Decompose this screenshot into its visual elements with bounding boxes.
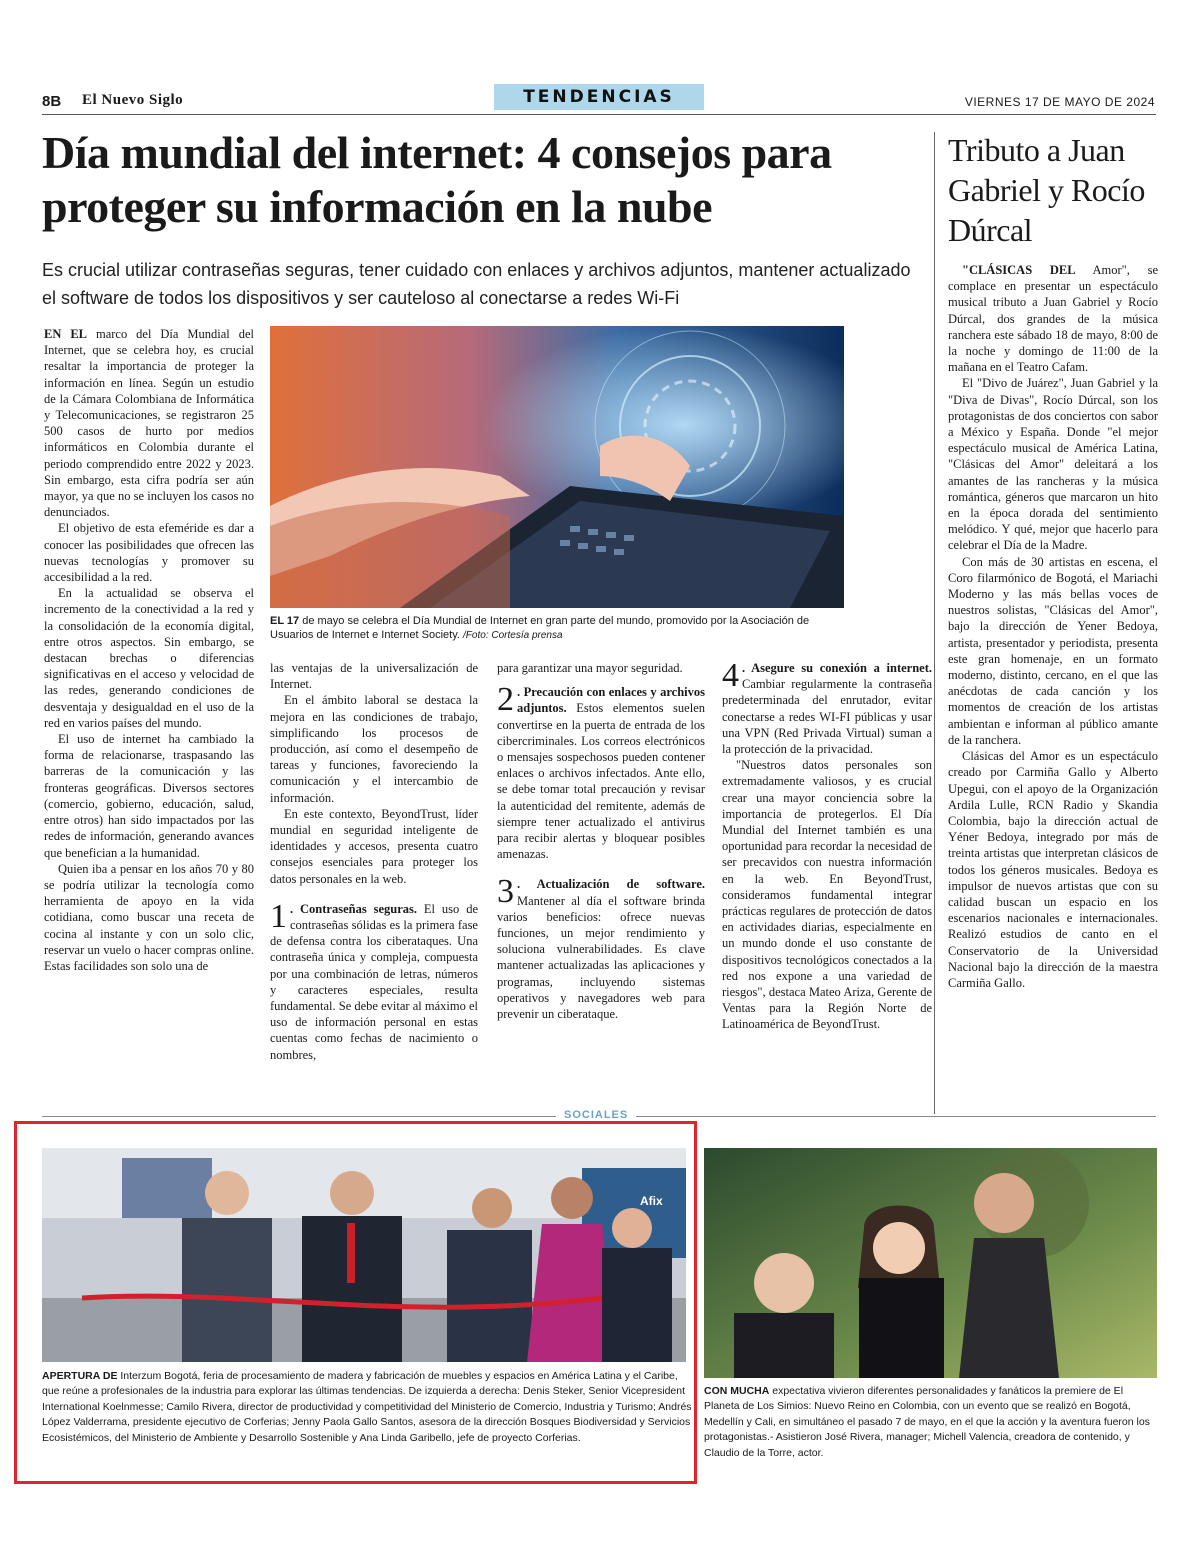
tip-1	[270, 897, 478, 1063]
tip-title: . Actualización de software.	[517, 877, 705, 892]
tip-number: 4	[722, 657, 739, 694]
sidebar-title: Tributo a Juan Gabriel y Rocío Dúrcal	[948, 132, 1145, 248]
paragraph-text: marco del Día Mundial del Internet, que se celebra hoy, es crucial resaltar la importancia de proteger la información en línea. Según un estudio de la Cámara Colombiana de Informática y Telecomunicaciones, se registraron 25 500 casos de hurto por medios informáticos en Colombia durante el periodo comprendido entre 2022 y 2023. Sin embargo, esta cifra podría ser aún mayor, ya que no se incluyen los casos no denunciados.	[44, 327, 255, 520]
tip-3	[497, 873, 705, 1022]
tip-title: . Precaución con enlaces y archivos adjuntos.	[517, 685, 705, 716]
paragraph: Con más de 30 artistas en escena, el Coro filarmónico de Bogotá, el Mariachi Moderno y las más bellas voces de nuestros solistas, "Clásicas del Amor", bajo la dirección de Yener Bedoya, artista, presentador y periodista, presenta este gran homenaje, en un formato moderno, distinto, cercano, en el que las anécdotas de cada canción y los momentos de creación de los artistas ambientan e informan al público amante de la ranchera.	[948, 554, 1158, 747]
caption-lead: CON MUCHA	[704, 1385, 770, 1397]
caption-lead: APERTURA DE	[42, 1370, 118, 1382]
socials-label: SOCIALES	[556, 1109, 636, 1121]
article-headline: Día mundial del internet: 4 consejos para proteger su información en la nube	[42, 127, 832, 232]
caption-lead: EL 17	[270, 615, 300, 627]
section-label: TENDENCIAS	[494, 84, 704, 110]
paragraph: las ventajas de la universalización de Internet.	[270, 661, 478, 692]
tip-number: 3	[497, 873, 514, 911]
tip-4	[722, 657, 932, 757]
article-column-4	[722, 657, 932, 1033]
page-number: 8B	[42, 93, 62, 110]
paragraph: El "Divo de Juárez", Juan Gabriel y la "Diva de Divas", Rocío Dúrcal, son los protagonistas de dos conciertos con sabor a México y España. Donde "el mejor espectáculo musical de América Latina, "Clásicas del Amor" deleitará a los amantes de las rancheras y la música romántica, géneros que marcaron un hito en la época dorada del sentimiento melódico. Y qué, mejor que hacerlo para celebrar el Día de la Madre.	[948, 376, 1158, 553]
paragraph: En este contexto, BeyondTrust, líder mundial en seguridad inteligente de identidades y accesos, presenta cuatro consejos esenciales para proteger los datos personales en la web.	[270, 806, 478, 886]
paragraph: El objetivo de esta efeméride es dar a conocer las posibilidades que ofrecen las nuevas tecnologías y promover su accesibilidad a la red.	[44, 521, 254, 585]
caption-text: expectativa vivieron diferentes personalidades y fanáticos la premiere de El Planeta de Los Simios: Nuevo Reino en Colombia, con un evento que se realizó en Bogotá, Medellín y Cali, en simultáneo el pasado 7 de mayo, en el que la acción y la aventura fueron los protagonistas.- Asistieron José Rivera, manager; Michell Valencia, creadora de contenido, y Claudio de la Torre, actor.	[704, 1385, 1150, 1459]
article-column-2	[270, 660, 478, 1063]
article-column-3	[497, 660, 705, 1022]
article-photo	[270, 326, 844, 608]
article-subhead: Es crucial utilizar contraseñas seguras, tener cuidado con enlaces y archivos adjuntos, mantener actualizado el software de todos los dispositivos y ser cauteloso al conectarse a redes Wi-Fi	[42, 260, 911, 308]
paragraph: "Nuestros datos personales son extremadamente valiosos, y es crucial crear una mayor conciencia sobre la importancia de protegerlos. El Día Mundial del Internet también es una oportunidad para recordar la necesidad de ser precavidos con nuestra información en la web. En BeyondTrust, consideramos fundamental integrar prácticas regulares de protección de datos en actividades diarias, especialmente en un mundo donde el uso constante de dispositivos tecnológicos conectados a la red nos expone a una variedad de riesgos", destaca Mateo Ariza, Gerente de Ventas para la Región Norte de Latinoamérica de BeyondTrust.	[722, 758, 932, 1032]
paragraph: En el ámbito laboral se destaca la mejora en las condiciones de trabajo, simplificando los procesos de producción, así como el desempeño de tareas y funciones, favoreciendo la comunicación y el intercambio de información.	[270, 693, 478, 805]
premiere-group-photo	[704, 1148, 1157, 1378]
paragraph	[948, 262, 1158, 375]
tip-text: Cambiar regularmente la contraseña predeterminada del enrutador, evitar conectarse a redes WI-FI públicas y usar una VPN (Red Privada Virtual) suman a la protección de la privacidad.	[722, 677, 932, 757]
sidebar-rule	[934, 132, 935, 1114]
tip-text: Estos elementos suelen convertirse en la puerta de entrada de los cibercriminales. Los correos electrónicos o mensajes sospechosos pueden contener enlaces o archivos infectados. Ante ello, se debe tomar total precaución y revisar la autenticidad del remitente, además de siempre tener actualizado el antivirus para recibir alertas y bloquear posibles amenazas.	[497, 701, 705, 862]
paragraph: para garantizar una mayor seguridad.	[497, 661, 683, 675]
tip-number: 2	[497, 681, 514, 719]
tip-title: . Asegure su conexión a internet.	[742, 661, 932, 675]
lead-in: EN EL	[44, 327, 88, 341]
lead-in: "CLÁSICAS DEL	[962, 263, 1076, 277]
socials-caption-2	[704, 1384, 1157, 1461]
sidebar-column	[948, 262, 1158, 991]
paragraph: Quien iba a pensar en los años 70 y 80 se podría utilizar la tecnología como herramienta de apoyo en la vida cotidiana, como buscar una receta de cocina al instante y con un solo clic, reservar un vuelo o hacer compras online. Estas facilidades son solo una de	[44, 861, 254, 973]
paragraph-text: Amor", se complace en presentar un espectáculo musical tributo a Juan Gabriel y Rocío Dúrcal, dos grandes de la música ranchera este sábado 18 de mayo, 8:00 de la noche y domingo de 11:00 de la mañana en el Teatro Cafam.	[948, 263, 1158, 375]
issue-date: VIERNES 17 DE MAYO DE 2024	[964, 95, 1155, 109]
tip-title: . Contraseñas seguras.	[290, 901, 418, 916]
paragraph: En la actualidad se observa el incremento de la conectividad a la red y la consolidación de la economía digital, entre otros aspectos. Sin embargo, se destacan brechas o diferencias significativas en el acceso y velocidad de las redes, generando condiciones de desventaja y desigualdad en el uso de la red en varios países del mundo.	[44, 586, 254, 730]
ribbon-cutting-photo	[42, 1148, 686, 1362]
tip-2	[497, 681, 705, 862]
paragraph: Clásicas del Amor es un espectáculo creado por Carmiña Gallo y Alberto Upegui, con el apoyo de la Organización Ardila Lulle, RCN Radio y Skandia Colombia, bajo la dirección actual de Yéner Bedoya, integrado por más de treinta artistas que interpretan clásicos de todos los géneros musicales. Bedoya es impulsor de nuevos artistas que con su calidad buscan un espacio en los escenarios nacionales e internacionales. Realizó estudios de canto en el Conservatorio de la Universidad Nacional bajo la dirección de la maestra Carmiña Gallo.	[948, 749, 1158, 990]
header-rule	[42, 114, 1156, 115]
paragraph	[44, 326, 254, 520]
photo-credit: /Foto: Cortesía prensa	[463, 630, 563, 641]
photo-caption	[270, 614, 844, 643]
socials-caption-1	[42, 1369, 692, 1446]
tip-text: Mantener al día el software brinda varios beneficios: ofrece nuevas funciones, un mejor rendimiento y soluciona vulnerabilidades. Es clave mantener actualizadas las aplicaciones y programas, incluyendo sistemas operativos y navegadores web para prevenir un ciberataque.	[497, 893, 705, 1022]
caption-text: de mayo se celebra el Día Mundial de Internet en gran parte del mundo, promovido por la Asociación de Usuarios de Internet e Internet Society.	[270, 615, 810, 641]
article-column-1	[44, 326, 254, 974]
caption-text: Interzum Bogotá, feria de procesamiento de madera y fabricación de muebles y espacios en América Latina y el Caribe, que reúne a profesionales de la industria para explorar las últimas tendencias. De izquierda a derecha: Denis Steker, Senior Vicepresident International Koelnmesse; Camilo Rivera, director de productividad y competitividad del Ministerio de Comercio, Industria y Turismo; Andrés López Valderrama, presidente ejecutivo de Corferias; Jenny Paola Gallo Santos, asesora de la dirección Bosques Biodiversidad y Servicios Ecosistémicos, del Ministerio de Ambiente y Desarrollo Sostenible y Ana Linda Garibello, jefe de proyecto Corferias.	[42, 1370, 692, 1444]
paragraph: El uso de internet ha cambiado la forma de relacionarse, traspasando las barreras de la comunicación y las fronteras geográficas. Diversos sectores (comercio, gobierno, educación, salud, entre otros) han sido impactados por las redes de información, generando avances que benefician a la humanidad.	[44, 732, 254, 860]
newspaper-logo: El Nuevo Siglo	[82, 92, 184, 108]
tip-number: 1	[270, 897, 287, 935]
tip-text: El uso de contraseñas sólidas es la primera fase de defensa contra los ciberataques. Una contraseña única y compleja, compuesta por una combinación de letras, números y caracteres especiales, resulta fundamental. Se debe evitar al máximo el uso de información personal en estas cuentas como fechas de nacimiento o nombres,	[270, 901, 478, 1062]
interzum-photo	[42, 1148, 686, 1362]
laptop-hands-illustration	[270, 326, 844, 608]
booth-sign: Afix	[640, 1194, 663, 1208]
premiere-photo	[704, 1148, 1157, 1378]
